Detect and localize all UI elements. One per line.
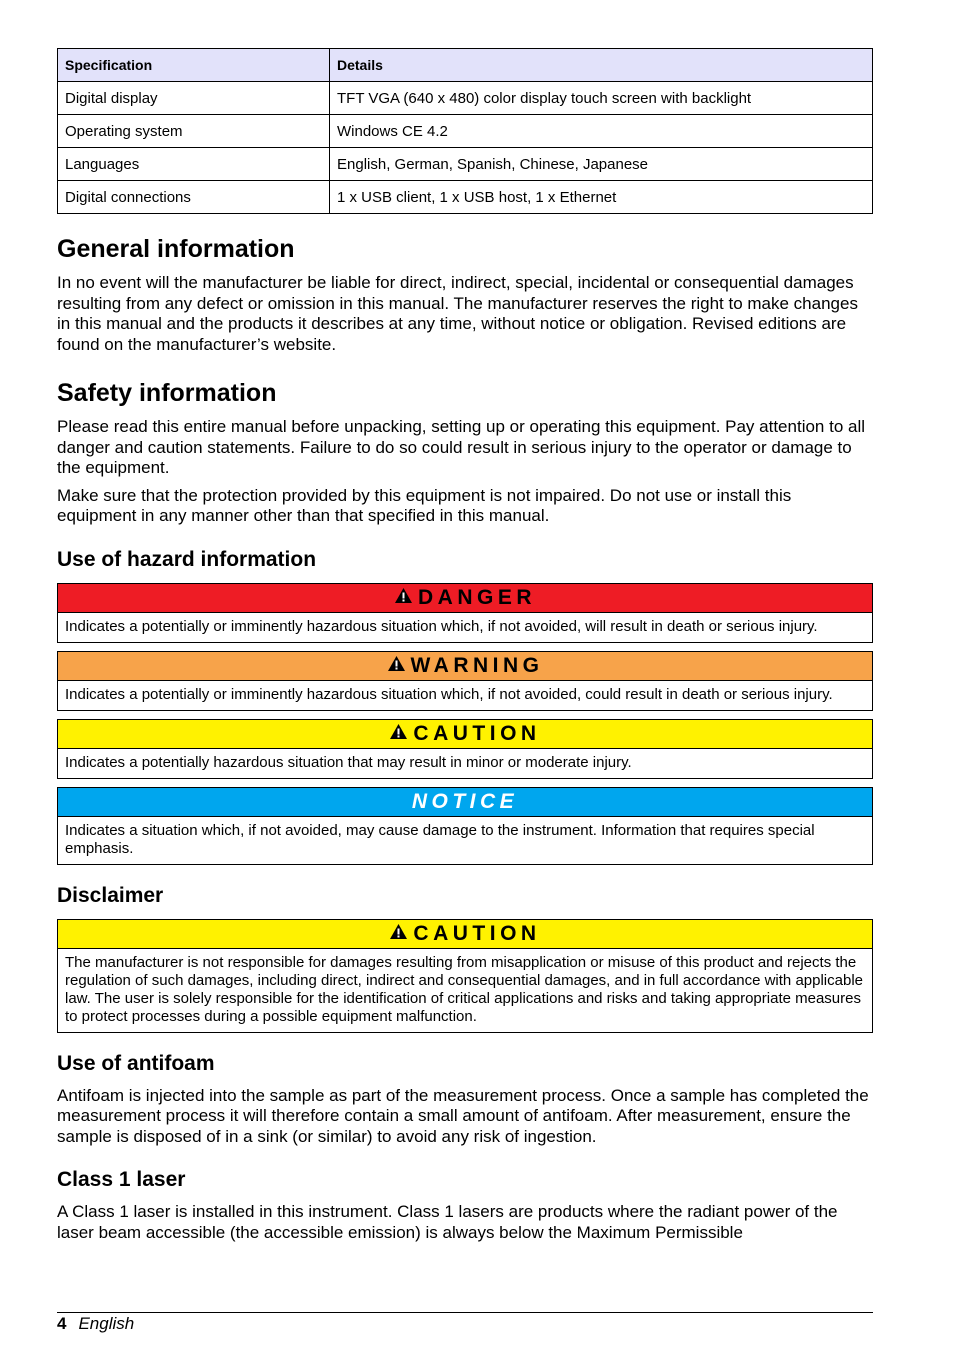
antifoam-text: Antifoam is injected into the sample as part of the measurement process. Once a sample has completed the measurement process it will therefore contain a small amount of antifoam. After measurement, ensure the sample is disposed of in a sink (or similar) to avoid any risk of ingestion.	[57, 1085, 869, 1146]
table-cell: Digital display	[58, 82, 330, 115]
caution-header	[58, 720, 872, 749]
table-cell: English, German, Spanish, Chinese, Japanese	[330, 148, 873, 181]
safety-info-paragraph: Make sure that the protection provided by this equipment is not impaired. Do not use or install this equipment in any manner other than that specified in this manual.	[57, 485, 792, 525]
danger-label: DANGER	[417, 585, 536, 609]
laser-text: A Class 1 laser is installed in this instrument. Class 1 lasers are products where the radiant power of the laser beam accessible (the accessible emission) is always below the Maximum Permissible	[57, 1202, 838, 1242]
caution-label: CAUTION	[413, 921, 541, 945]
warning-label: WARNING	[410, 653, 544, 677]
table-header-cell: Specification	[58, 49, 330, 82]
notice-box	[57, 787, 873, 865]
page-footer	[57, 1312, 873, 1334]
page-content	[57, 48, 873, 1243]
notice-label: NOTICE	[411, 789, 519, 813]
table-header-cell: Details	[330, 49, 873, 82]
warning-triangle-icon	[389, 722, 408, 746]
table-header-row	[58, 49, 873, 82]
table-row	[58, 115, 873, 148]
warning-triangle-icon	[387, 654, 406, 678]
table-cell: Languages	[58, 148, 330, 181]
page-number: 4	[57, 1314, 67, 1333]
warning-text: Indicates a potentially or imminently hazardous situation which, if not avoided, could result in death or serious injury.	[65, 685, 833, 703]
caution-label: CAUTION	[413, 721, 541, 745]
table-row	[58, 148, 873, 181]
safety-info-paragraph: Please read this entire manual before unpacking, setting up or operating this equipment. Pay attention to all danger and caution statements. Failure to do so could result in serious injury to the operator or damage to the equipment.	[57, 417, 866, 477]
caution-header	[58, 920, 872, 949]
table-cell: Operating system	[58, 115, 330, 148]
table-cell: 1 x USB client, 1 x USB host, 1 x Ethernet	[330, 181, 873, 214]
hazard-info-heading: Use of hazard information	[57, 547, 317, 571]
danger-text: Indicates a potentially or imminently hazardous situation which, if not avoided, will result in death or serious injury.	[65, 617, 818, 635]
general-info-heading: General information	[57, 235, 295, 263]
danger-box	[57, 583, 873, 643]
notice-text: Indicates a situation which, if not avoided, may cause damage to the instrument. Information that requires special emphasis.	[65, 821, 815, 857]
table-cell: TFT VGA (640 x 480) color display touch screen with backlight	[330, 82, 873, 115]
footer-language: English	[78, 1314, 135, 1333]
warning-box	[57, 651, 873, 711]
antifoam-heading: Use of antifoam	[57, 1051, 215, 1075]
caution-box	[57, 719, 873, 779]
safety-info-heading: Safety information	[57, 379, 277, 407]
disclaimer-heading: Disclaimer	[57, 883, 164, 907]
warning-triangle-icon	[394, 586, 413, 610]
laser-heading: Class 1 laser	[57, 1168, 186, 1191]
table-row	[58, 181, 873, 214]
notice-header	[58, 788, 872, 817]
table-cell: Digital connections	[58, 181, 330, 214]
caution-text: Indicates a potentially hazardous situation that may result in minor or moderate injury.	[65, 753, 632, 771]
danger-header	[58, 584, 872, 613]
warning-triangle-icon	[389, 922, 408, 946]
warning-header	[58, 652, 872, 681]
table-row	[58, 82, 873, 115]
disclaimer-text: The manufacturer is not responsible for damages resulting from misapplication or misuse of this product and rejects the regulation of such damages, including direct, indirect and consequential damages, and in full accordance with applicable law. The user is solely responsible for the identification of critical applications and risks and taking appropriate measures to protect processes during a possible equipment malfunction.	[65, 953, 863, 1025]
table-cell: Windows CE 4.2	[330, 115, 873, 148]
general-info-text: In no event will the manufacturer be liable for direct, indirect, special, incidental or consequential damages resulting from any defect or omission in this manual. The manufacturer reserves the right to make changes in this manual and the products it describes at any time, without notice or obligation. Revised editions are found on the manufacturer’s website.	[57, 273, 858, 354]
disclaimer-caution-box	[57, 919, 873, 1033]
spec-table	[57, 48, 873, 214]
